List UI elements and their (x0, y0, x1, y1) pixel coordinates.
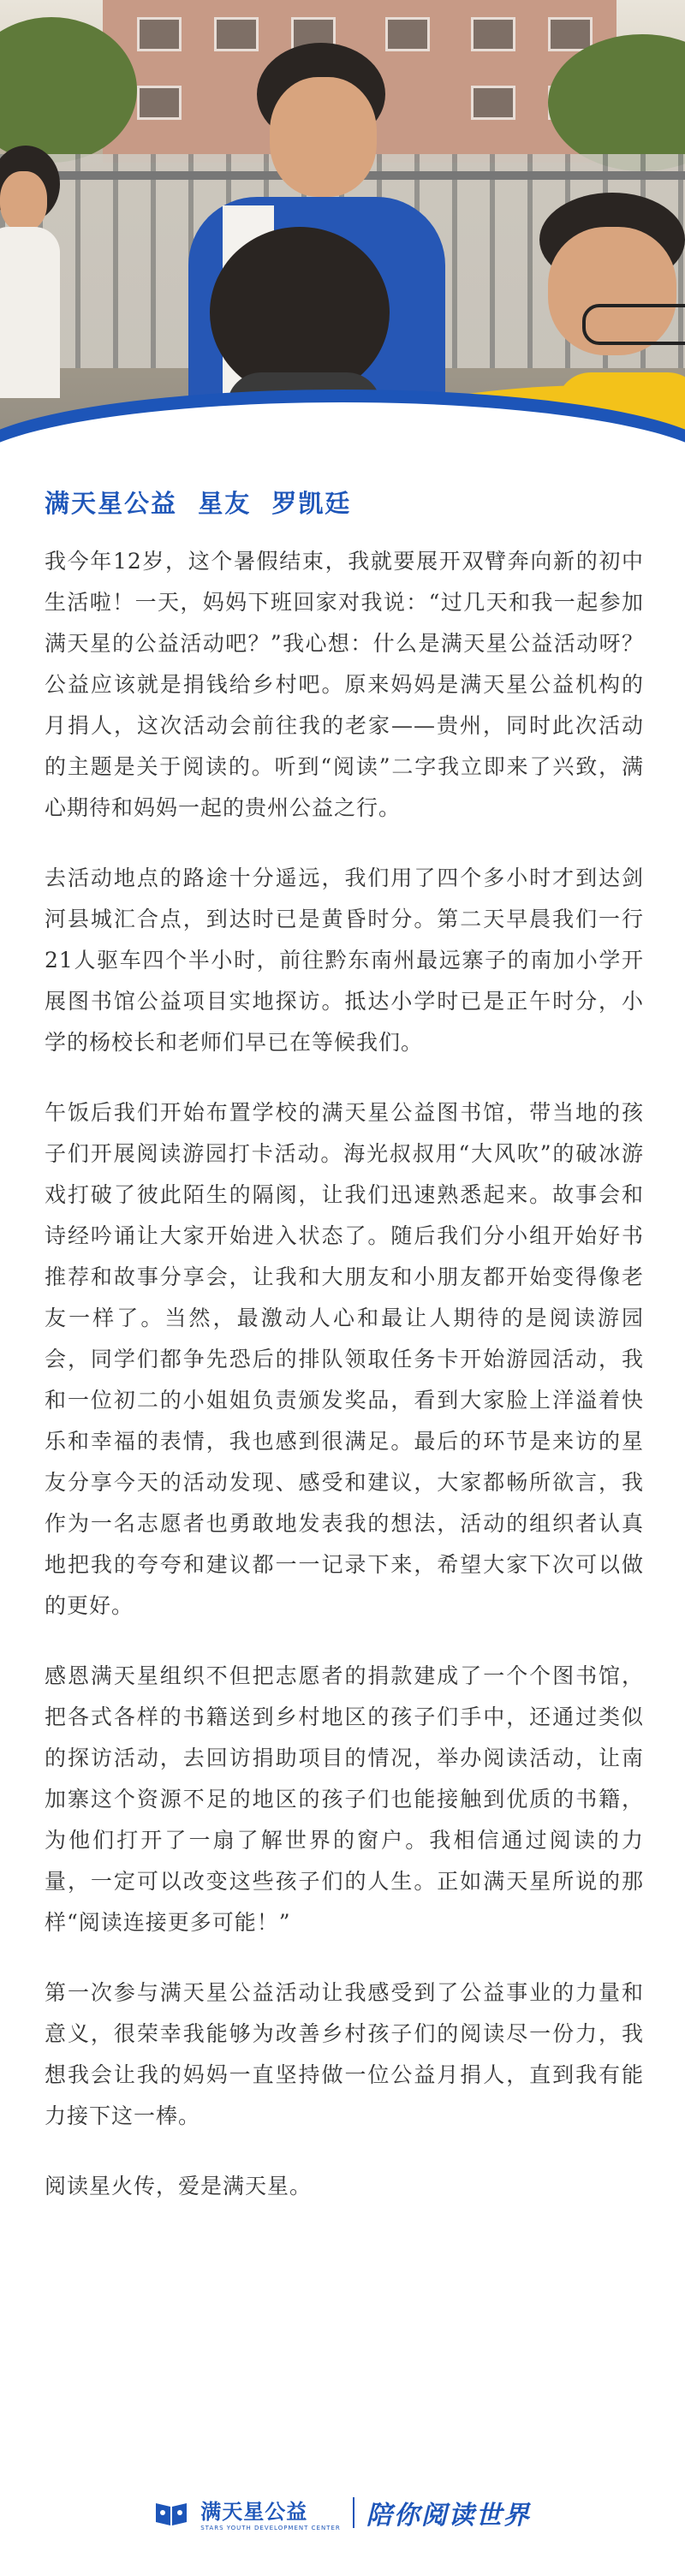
footer-brand (0, 2483, 685, 2543)
article-byline: 满天星公益 星友 罗凯廷 (45, 489, 352, 518)
article-paragraph: 午饭后我们开始布置学校的满天星公益图书馆，带当地的孩子们开展阅读游园打卡活动。海光叔叔用“大风吹”的破冰游戏打破了彼此陌生的隔阂，让我们迅速熟悉起来。故事会和诗经吟诵让大家开始进入状态了。随后我们分小组开始好书推荐和故事分享会，让我和大朋友和小朋友都开始变得像老友一样了。当然，最激动人心和最让人期待的是阅读游园会，同学们都争先恐后的排队领取任务卡开始游园活动，我和一位初二的小姐姐负责颁发奖品，看到大家脸上洋溢着快乐和幸福的表情，我也感到很满足。最后的环节是来访的星友分享今天的活动发现、感受和建议，大家都畅所欲言，我作为一名志愿者也勇敢地发表我的想法，活动的组织者认真地把我的夸夸和建议都一一记录下来，希望大家下次可以做的更好。 (45, 1100, 644, 1618)
article-body (45, 541, 644, 2236)
photo-window (471, 86, 515, 120)
article-paragraph: 感恩满天星组织不但把志愿者的捐款建成了一个个图书馆，把各式各样的书籍送到乡村地区的孩子们手中，还通过类似的探访活动，去回访捐助项目的情况，举办阅读活动，让南加寨这个资源不足的地区的孩子们也能接触到优质的书籍，为他们打开了一扇了解世界的窗户。我相信通过阅读的力量，一定可以改变这些孩子们的人生。正如满天星所说的那样“阅读连接更多可能！” (45, 1663, 644, 1935)
article-paragraph: 我今年12岁，这个暑假结束，我就要展开双臂奔向新的初中生活啦！一天，妈妈下班回家对我说：“过几天和我一起参加满天星的公益活动吧？”我心想：什么是满天星公益活动呀？公益应该就是捐钱给乡村吧。原来妈妈是满天星公益机构的月捐人，这次活动会前往我的老家——贵州，同时此次活动的主题是关于阅读的。听到“阅读”二字我立即来了兴致，满心期待和妈妈一起的贵州公益之行。 (45, 549, 644, 820)
photo-window (471, 17, 515, 51)
photo-window (137, 86, 182, 120)
article-closing: 阅读星火传，爱是满天星。 (45, 2174, 313, 2198)
hero-photo (0, 0, 685, 479)
brand-name: 满天星公益 (200, 2499, 308, 2524)
article-paragraph: 第一次参与满天星公益活动让我感受到了公益事业的力量和意义，很荣幸我能够为改善乡村孩子们的阅读尽一份力，我想我会让我的妈妈一直坚持做一位公益月捐人，直到我有能力接下这一棒。 (45, 1980, 644, 2128)
photo-window (385, 17, 430, 51)
brand-block (200, 2495, 341, 2531)
article-paragraph: 去活动地点的路途十分遥远，我们用了四个多小时才到达剑河县城汇合点，到达时已是黄昏时分。第二天早晨我们一行21人驱车四个半小时，前往黔东南州最远寨子的南加小学开展图书馆公益项目实地探访。抵达小学时已是正午时分，小学的杨校长和老师们早已在等候我们。 (45, 866, 644, 1055)
brand-slogan: 陪你阅读世界 (366, 2501, 531, 2531)
photo-window (214, 17, 259, 51)
brand-subtitle: STARS YOUTH DEVELOPMENT CENTER (200, 2524, 341, 2531)
photo-window (137, 17, 182, 51)
footer-divider (353, 2497, 354, 2528)
photo-window (548, 17, 593, 51)
book-logo-icon (154, 2498, 188, 2527)
